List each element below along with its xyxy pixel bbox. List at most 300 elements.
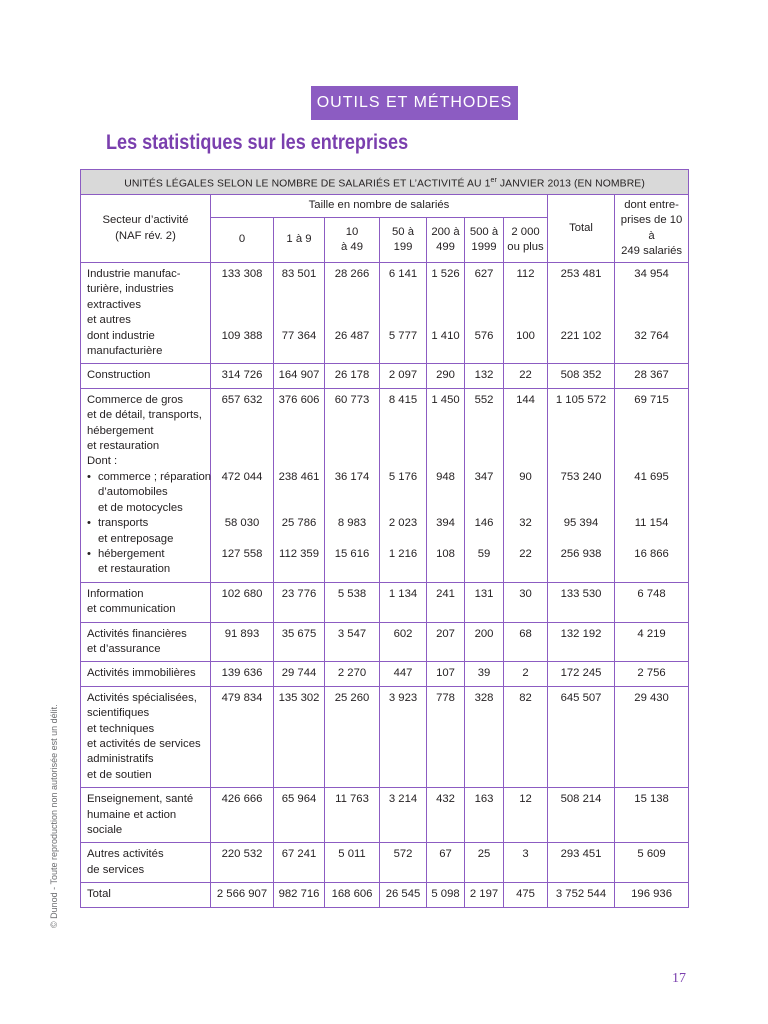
value-cell xyxy=(465,263,504,364)
cell-value: 144 xyxy=(516,393,535,406)
value-cell xyxy=(504,622,548,662)
sector-label-line: administratifs xyxy=(87,753,154,766)
cell-value: 5 011 xyxy=(338,848,366,861)
sector-label-line: et restauration xyxy=(98,563,171,576)
cell-value: 65 964 xyxy=(281,793,317,806)
size-column-header xyxy=(325,218,380,263)
value-cell xyxy=(548,263,615,364)
sector-label-line: d’automobiles xyxy=(98,486,168,499)
value-cell xyxy=(211,788,274,843)
sector-label-line: humaine et action xyxy=(87,808,177,821)
value-cell xyxy=(427,388,465,582)
dont-header-line: 249 salariés xyxy=(621,244,683,257)
sector-label-line: et de motocycles xyxy=(98,501,183,514)
value-cell xyxy=(211,388,274,582)
cell-value: 426 666 xyxy=(221,793,263,806)
value-cell xyxy=(504,788,548,843)
cell-value: 432 xyxy=(436,793,455,806)
sector-label-line: Activités spécialisées, xyxy=(87,691,197,704)
value-cell xyxy=(211,622,274,662)
cell-value: 29 744 xyxy=(281,667,317,680)
cell-value: 5 176 xyxy=(388,470,418,483)
size-column-header-line: 200 à xyxy=(431,225,460,238)
value-cell xyxy=(274,843,325,883)
cell-value: 475 xyxy=(516,888,535,901)
cell-value: 132 xyxy=(474,369,494,382)
cell-value: 77 364 xyxy=(281,329,317,342)
size-column-header xyxy=(274,218,325,263)
cell-value: 11 763 xyxy=(335,793,369,806)
sector-label-line: et entreposage xyxy=(98,532,174,545)
cell-value: 2 097 xyxy=(388,369,418,382)
cell-value: 508 214 xyxy=(560,793,602,806)
cell-value: 23 776 xyxy=(281,587,317,600)
size-column-header-line: 500 à xyxy=(469,225,499,238)
cell-value: 39 xyxy=(477,667,491,680)
value-cell xyxy=(427,364,465,388)
value-cell xyxy=(465,582,504,622)
sector-label xyxy=(81,883,211,907)
cell-value: 2 756 xyxy=(637,667,666,680)
cell-value: 1 105 572 xyxy=(555,393,607,406)
value-cell xyxy=(615,686,689,787)
page-title: Les statistiques sur les entreprises xyxy=(106,131,409,154)
value-cell xyxy=(427,622,465,662)
cell-value: 314 726 xyxy=(221,369,263,382)
cell-value: 447 xyxy=(393,667,413,680)
cell-value: 32 764 xyxy=(634,329,669,342)
sector-label-line: et restauration xyxy=(87,440,160,453)
value-cell xyxy=(504,662,548,686)
dont-header-line: dont entre- xyxy=(624,198,679,211)
sector-label-line: Dont : xyxy=(87,455,118,468)
value-cell xyxy=(380,843,427,883)
cell-value: 28 266 xyxy=(334,268,370,280)
cell-value: 572 xyxy=(393,848,413,861)
cell-value: 107 xyxy=(436,667,455,680)
size-column-header xyxy=(465,218,504,263)
table-row xyxy=(81,622,689,662)
cell-value: 328 xyxy=(474,691,494,704)
value-cell xyxy=(504,582,548,622)
sector-label xyxy=(81,263,211,364)
cell-value: 34 954 xyxy=(634,268,669,280)
value-cell xyxy=(380,388,427,582)
cell-value: 60 773 xyxy=(334,393,370,406)
cell-value: 220 532 xyxy=(221,848,263,861)
sector-sub-item: • transports xyxy=(87,516,210,531)
sector-label xyxy=(81,843,211,883)
value-cell xyxy=(211,843,274,883)
table-row xyxy=(81,263,689,364)
value-cell xyxy=(427,843,465,883)
cell-value: 25 260 xyxy=(334,691,370,704)
value-cell xyxy=(548,843,615,883)
cell-value: 8 983 xyxy=(337,517,367,530)
sector-label xyxy=(81,686,211,787)
cell-value: 1 526 xyxy=(431,268,460,280)
total-header: Total xyxy=(548,195,615,263)
value-cell xyxy=(504,686,548,787)
value-cell xyxy=(274,883,325,907)
table-row xyxy=(81,843,689,883)
sector-label-line: scientifiques xyxy=(87,707,150,720)
size-column-header xyxy=(504,218,548,263)
cell-value: 256 938 xyxy=(560,547,602,560)
section-banner xyxy=(311,86,518,120)
cell-value: 207 xyxy=(436,627,455,640)
cell-value: 1 410 xyxy=(431,329,460,342)
value-cell xyxy=(325,622,380,662)
cell-value: 108 xyxy=(436,547,455,560)
value-cell xyxy=(274,788,325,843)
value-cell xyxy=(427,883,465,907)
cell-value: 1 450 xyxy=(431,393,460,406)
cell-value: 948 xyxy=(436,470,455,483)
size-column-header xyxy=(211,218,274,263)
value-cell xyxy=(325,788,380,843)
cell-value: 778 xyxy=(436,691,455,704)
cell-value: 28 367 xyxy=(634,369,669,382)
sector-label-line: turière, industries xyxy=(87,283,174,296)
value-cell xyxy=(325,582,380,622)
value-cell xyxy=(427,788,465,843)
cell-value: 2 197 xyxy=(469,888,499,901)
value-cell xyxy=(325,662,380,686)
size-column-header-line: 199 xyxy=(393,241,413,253)
cell-value: 253 481 xyxy=(560,268,602,280)
value-cell xyxy=(548,788,615,843)
sector-label-line: Construction xyxy=(87,369,151,382)
cell-value: 91 893 xyxy=(224,627,260,640)
cell-value: 472 044 xyxy=(221,470,263,483)
dont-header xyxy=(615,195,689,263)
cell-value: 2 xyxy=(522,667,529,680)
value-cell xyxy=(615,788,689,843)
size-header: Taille en nombre de salariés xyxy=(211,195,548,218)
value-cell xyxy=(325,364,380,388)
value-cell xyxy=(465,364,504,388)
cell-value: 67 241 xyxy=(281,848,317,861)
cell-value: 35 675 xyxy=(281,627,317,640)
cell-value: 132 192 xyxy=(560,627,602,640)
value-cell xyxy=(380,662,427,686)
value-cell xyxy=(427,686,465,787)
cell-value: 69 715 xyxy=(634,393,669,406)
size-column-header-line: 1 à 9 xyxy=(286,233,312,246)
cell-value: 5 609 xyxy=(637,848,666,861)
cell-value: 58 030 xyxy=(224,517,260,530)
table-row xyxy=(81,788,689,843)
cell-value: 982 716 xyxy=(278,888,320,901)
sector-label xyxy=(81,582,211,622)
sector-label-line: extractives xyxy=(87,298,141,311)
statistics-table xyxy=(80,169,689,908)
size-column-header-line: ou plus xyxy=(507,241,544,253)
sector-label-line: Activités financières xyxy=(87,627,187,640)
value-cell xyxy=(274,662,325,686)
cell-value: 1 134 xyxy=(388,587,418,600)
sector-label xyxy=(81,788,211,843)
sector-label-line: manufacturière xyxy=(87,345,163,358)
cell-value: 133 530 xyxy=(560,587,602,600)
value-cell xyxy=(615,582,689,622)
cell-value: 32 xyxy=(519,517,532,530)
cell-value: 2 270 xyxy=(337,667,367,680)
cell-value: 135 302 xyxy=(278,691,320,704)
cell-value: 30 xyxy=(519,587,532,600)
cell-value: 112 xyxy=(516,268,535,280)
value-cell xyxy=(274,388,325,582)
value-cell xyxy=(548,686,615,787)
sector-label-line: Enseignement, santé xyxy=(87,793,194,806)
value-cell xyxy=(211,662,274,686)
cell-value: 8 415 xyxy=(388,393,418,406)
cell-value: 22 xyxy=(519,369,532,382)
cell-value: 3 547 xyxy=(337,627,367,640)
cell-value: 2 023 xyxy=(388,517,418,530)
cell-value: 576 xyxy=(474,329,494,342)
cell-value: 163 xyxy=(474,793,494,806)
sector-label-line: Information xyxy=(87,587,144,600)
cell-value: 29 430 xyxy=(634,691,669,704)
value-cell xyxy=(615,364,689,388)
cell-value: 112 359 xyxy=(279,547,319,560)
size-column-header-line: 2 000 xyxy=(511,225,540,238)
size-column-header-line: à 49 xyxy=(341,241,363,253)
dont-header-line: prises de 10 xyxy=(620,214,683,227)
cell-value: 36 174 xyxy=(334,470,370,483)
cell-value: 657 632 xyxy=(221,393,263,406)
size-column-header-line: 499 xyxy=(436,241,455,253)
cell-value: 627 xyxy=(474,268,494,280)
size-column-header-line: 10 xyxy=(345,225,359,238)
value-cell xyxy=(504,263,548,364)
value-cell xyxy=(427,263,465,364)
value-cell xyxy=(325,883,380,907)
cell-value: 602 xyxy=(393,627,413,640)
cell-value: 347 xyxy=(474,470,494,483)
sector-label-line: sociale xyxy=(87,824,123,836)
value-cell xyxy=(465,843,504,883)
cell-value: 3 752 544 xyxy=(555,888,607,901)
value-cell xyxy=(380,582,427,622)
value-cell xyxy=(615,662,689,686)
size-column-header xyxy=(427,218,465,263)
cell-value: 172 245 xyxy=(560,667,602,680)
value-cell xyxy=(274,686,325,787)
sector-label-line: et techniques xyxy=(87,722,155,735)
table-caption xyxy=(81,170,689,195)
value-cell xyxy=(548,662,615,686)
sector-label-line: Commerce de gros xyxy=(87,393,184,406)
section-label: OUTILS ET MÉTHODES xyxy=(316,94,513,111)
cell-value: 241 xyxy=(436,587,455,600)
sector-label-line: et autres xyxy=(87,314,131,327)
value-cell xyxy=(504,388,548,582)
cell-value: 508 352 xyxy=(560,369,602,382)
value-cell xyxy=(274,622,325,662)
cell-value: 11 154 xyxy=(634,517,669,530)
cell-value: 552 xyxy=(474,393,494,406)
value-cell xyxy=(465,686,504,787)
value-cell xyxy=(380,686,427,787)
cell-value: 12 xyxy=(519,793,532,806)
cell-value: 6 748 xyxy=(637,587,666,600)
caption-superscript: er xyxy=(490,176,497,184)
value-cell xyxy=(325,843,380,883)
sector-label-line: Total xyxy=(87,888,111,901)
value-cell xyxy=(465,388,504,582)
value-cell xyxy=(211,582,274,622)
cell-value: 4 219 xyxy=(637,627,666,640)
value-cell xyxy=(615,263,689,364)
table-row xyxy=(81,662,689,686)
cell-value: 290 xyxy=(436,369,455,382)
cell-value: 3 xyxy=(522,848,529,861)
cell-value: 22 xyxy=(519,547,532,560)
value-cell xyxy=(380,788,427,843)
sector-label xyxy=(81,662,211,686)
sector-sub-item: • hébergement xyxy=(87,547,210,562)
cell-value: 5 098 xyxy=(431,888,460,901)
cell-value: 293 451 xyxy=(560,848,602,861)
cell-value: 25 786 xyxy=(281,517,317,530)
cell-value: 68 xyxy=(519,627,532,640)
sector-header-line: (NAF rév. 2) xyxy=(115,229,176,242)
value-cell xyxy=(325,263,380,364)
sector-label-line: Activités immobilières xyxy=(87,667,196,680)
cell-value: 67 xyxy=(439,848,452,861)
sector-sub-item: • commerce ; réparation xyxy=(87,470,210,485)
sector-label-line: dont industrie xyxy=(87,329,155,342)
cell-value: 26 545 xyxy=(385,888,421,901)
table-body xyxy=(81,263,689,908)
sector-label-line: de services xyxy=(87,863,145,876)
cell-value: 41 695 xyxy=(634,470,669,483)
sector-label xyxy=(81,622,211,662)
cell-value: 26 487 xyxy=(334,329,370,342)
cell-value: 645 507 xyxy=(560,691,602,704)
value-cell xyxy=(615,843,689,883)
copyright-notice: © Dunod - Toute reproduction non autorisée est un délit. xyxy=(49,704,59,928)
value-cell xyxy=(615,883,689,907)
value-cell xyxy=(548,388,615,582)
table-row xyxy=(81,883,689,907)
cell-value: 82 xyxy=(519,691,532,704)
cell-value: 109 388 xyxy=(221,329,263,342)
value-cell xyxy=(380,263,427,364)
table-row xyxy=(81,364,689,388)
table-row xyxy=(81,686,689,787)
cell-value: 90 xyxy=(519,470,532,483)
cell-value: 16 866 xyxy=(634,547,669,560)
cell-value: 5 777 xyxy=(388,329,418,342)
cell-value: 196 936 xyxy=(631,888,672,901)
cell-value: 15 138 xyxy=(634,793,669,806)
cell-value: 238 461 xyxy=(278,470,320,483)
value-cell xyxy=(504,364,548,388)
value-cell xyxy=(548,582,615,622)
value-cell xyxy=(465,622,504,662)
value-cell xyxy=(274,364,325,388)
cell-value: 3 214 xyxy=(388,793,418,806)
value-cell xyxy=(274,582,325,622)
sector-label-line: et activités de services xyxy=(87,737,201,750)
cell-value: 200 xyxy=(474,627,494,640)
page-number: 17 xyxy=(672,971,686,986)
sector-label xyxy=(81,388,211,582)
cell-value: 753 240 xyxy=(560,470,602,483)
value-cell xyxy=(615,388,689,582)
table-row xyxy=(81,388,689,582)
value-cell xyxy=(548,622,615,662)
cell-value: 131 xyxy=(474,587,494,600)
cell-value: 221 102 xyxy=(560,329,602,342)
value-cell xyxy=(325,686,380,787)
value-cell xyxy=(548,883,615,907)
cell-value: 139 636 xyxy=(221,667,263,680)
cell-value: 133 308 xyxy=(221,268,263,280)
cell-value: 1 216 xyxy=(388,547,418,560)
cell-value: 127 558 xyxy=(221,547,263,560)
value-cell xyxy=(380,883,427,907)
value-cell xyxy=(615,622,689,662)
value-cell xyxy=(380,364,427,388)
cell-value: 6 141 xyxy=(388,268,418,280)
caption-text: UNITÉS LÉGALES SELON LE NOMBRE DE SALARIÉS ET L’ACTIVITÉ AU 1 xyxy=(124,178,491,190)
value-cell xyxy=(211,686,274,787)
cell-value: 95 394 xyxy=(563,517,599,530)
cell-value: 164 907 xyxy=(278,369,320,382)
value-cell xyxy=(211,263,274,364)
value-cell xyxy=(504,843,548,883)
cell-value: 376 606 xyxy=(278,393,320,406)
sector-label-line: Industrie manufac- xyxy=(87,268,181,280)
sector-label-line: et d’assurance xyxy=(87,642,161,655)
cell-value: 25 xyxy=(477,848,491,861)
caption-text-end: JANVIER 2013 (EN NOMBRE) xyxy=(496,178,645,190)
sector-label-line: et de détail, transports, xyxy=(87,409,202,422)
cell-value: 168 606 xyxy=(331,888,373,901)
size-column-header-line: 0 xyxy=(238,233,246,246)
value-cell xyxy=(548,364,615,388)
sector-label-line: Autres activités xyxy=(87,848,164,861)
cell-value: 146 xyxy=(474,517,494,530)
value-cell xyxy=(465,883,504,907)
value-cell xyxy=(211,364,274,388)
cell-value: 59 xyxy=(477,547,491,560)
size-column-header-line: 1999 xyxy=(471,241,497,253)
cell-value: 15 616 xyxy=(334,547,370,560)
cell-value: 102 680 xyxy=(221,587,263,600)
value-cell xyxy=(325,388,380,582)
sector-header xyxy=(81,195,211,263)
sector-label-line: et communication xyxy=(87,603,176,616)
cell-value: 2 566 907 xyxy=(216,888,268,901)
table-row xyxy=(81,582,689,622)
sector-label xyxy=(81,364,211,388)
cell-value: 83 501 xyxy=(281,268,317,280)
value-cell xyxy=(504,883,548,907)
value-cell xyxy=(427,662,465,686)
dont-header-line: à xyxy=(648,229,655,242)
cell-value: 100 xyxy=(516,329,535,342)
value-cell xyxy=(465,662,504,686)
size-column-header xyxy=(380,218,427,263)
value-cell xyxy=(211,883,274,907)
value-cell xyxy=(465,788,504,843)
